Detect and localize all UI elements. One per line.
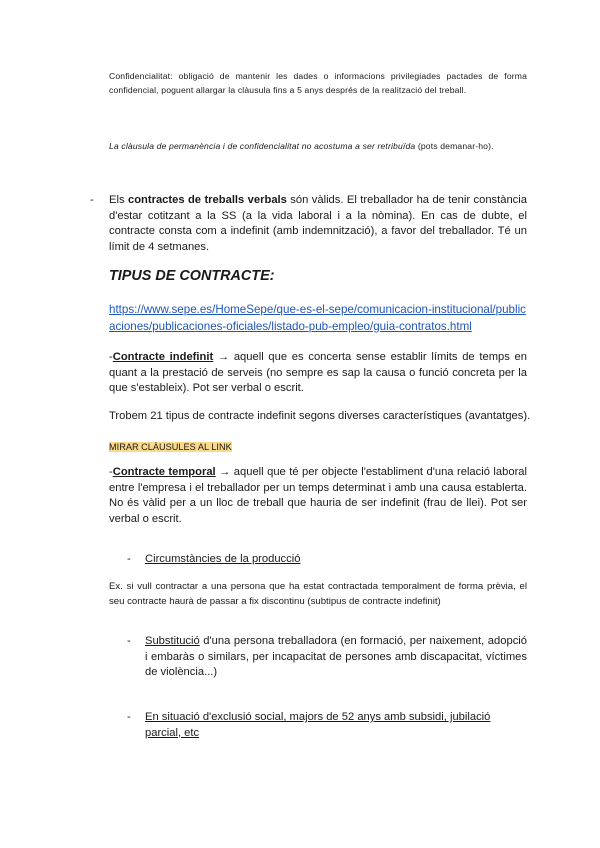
verbal-pre: Els	[109, 194, 128, 206]
bullet-dash: -	[90, 194, 94, 206]
section-heading: TIPUS DE CONTRACTE:	[109, 268, 275, 284]
indefinite-contract-paragraph	[109, 350, 527, 397]
indefinite-types-paragraph: Trobem 21 tipus de contracte indefinit segons diverses característiques (avantatges).	[109, 410, 531, 422]
temp-prefix: -	[109, 466, 113, 478]
bullet-dash: -	[127, 711, 131, 723]
highlight-text: MIRAR CLÀUSULES AL LINK	[109, 442, 232, 452]
clause-note-tail: (pots demanar-ho).	[415, 141, 494, 151]
confidentiality-text: Confidencialitat: obligació de mantenir les dades o informacions privilegiades pactades de forma confidencial, poguent allargar la clàusula fins a 5 anys després de la realització del treball.	[109, 71, 527, 95]
substitution-rest: d'una persona treballadora (en formació, per naixement, adopció i embaràs o similars, per incapacitat de persones amb discapacitat, víctimes de violència...)	[145, 635, 527, 679]
temp-term: Contracte temporal	[112, 466, 216, 478]
verbal-contracts-paragraph	[109, 193, 527, 255]
indef-term: Contracte indefinit	[112, 351, 214, 363]
clause-note-paragraph	[109, 140, 527, 154]
clause-note-italic: La clàusula de permanència i de confidencialitat no acostuma a ser retribuïda	[109, 141, 416, 151]
bullet-dash: -	[127, 553, 131, 565]
indef-rest: → aquell que es concerta sense establir límits de temps en quant a la prestació de serveis (no sempre es sap la causa o funció concreta per la que s'estableix). Pot ser verbal o escrit.	[109, 351, 528, 395]
substitution-item	[145, 634, 527, 681]
confidentiality-paragraph	[109, 70, 527, 97]
substitution-term: Substitució	[145, 635, 200, 647]
temp-rest: → aquell que té per objecte l'establiment d'una relació laboral entre l'empresa i el treballador per un temps determinat i amb una causa establerta. No és vàlid per a un lloc de treball que hauria de ser indefinit (frau de llei). Pot ser verbal o escrit.	[109, 466, 528, 525]
social-exclusion-item	[145, 710, 529, 741]
see-clauses-highlight	[109, 437, 232, 455]
production-circumstances-text: Circumstàncies de la producció	[145, 553, 301, 565]
example-paragraph: Ex. si vull contractar a una persona que ha estat contractada temporalment de forma prèvia, el seu contracte haurà de passar a fix discontinu (subtipus de contracte indefinit)	[109, 581, 527, 607]
verbal-bold: contractes de treballs verbals	[127, 194, 287, 206]
sepe-guide-link[interactable]: https://www.sepe.es/HomeSepe/que-es-el-sepe/comunicacion-institucional/publicaciones/publicaciones-oficiales/listado-pub-empleo/guia-contratos.html	[109, 303, 526, 333]
social-exclusion-text: En situació d'exclusió social, majors de 52 anys amb subsidi, jubilació parcial, etc	[145, 711, 491, 739]
bullet-dash: -	[127, 635, 131, 647]
verbal-post: són vàlids. El treballador ha de tenir constància d'estar cotitzant a la SS (a la vida laboral i a la nòmina). En cas de dubte, el contracte consta com a indefinit (amb indemnització), a favor del treballador. Té un límit de 4 setmanes.	[109, 194, 527, 253]
indef-prefix: -	[109, 351, 113, 363]
temporary-contract-paragraph	[109, 465, 527, 527]
production-circumstances-item	[145, 552, 525, 568]
